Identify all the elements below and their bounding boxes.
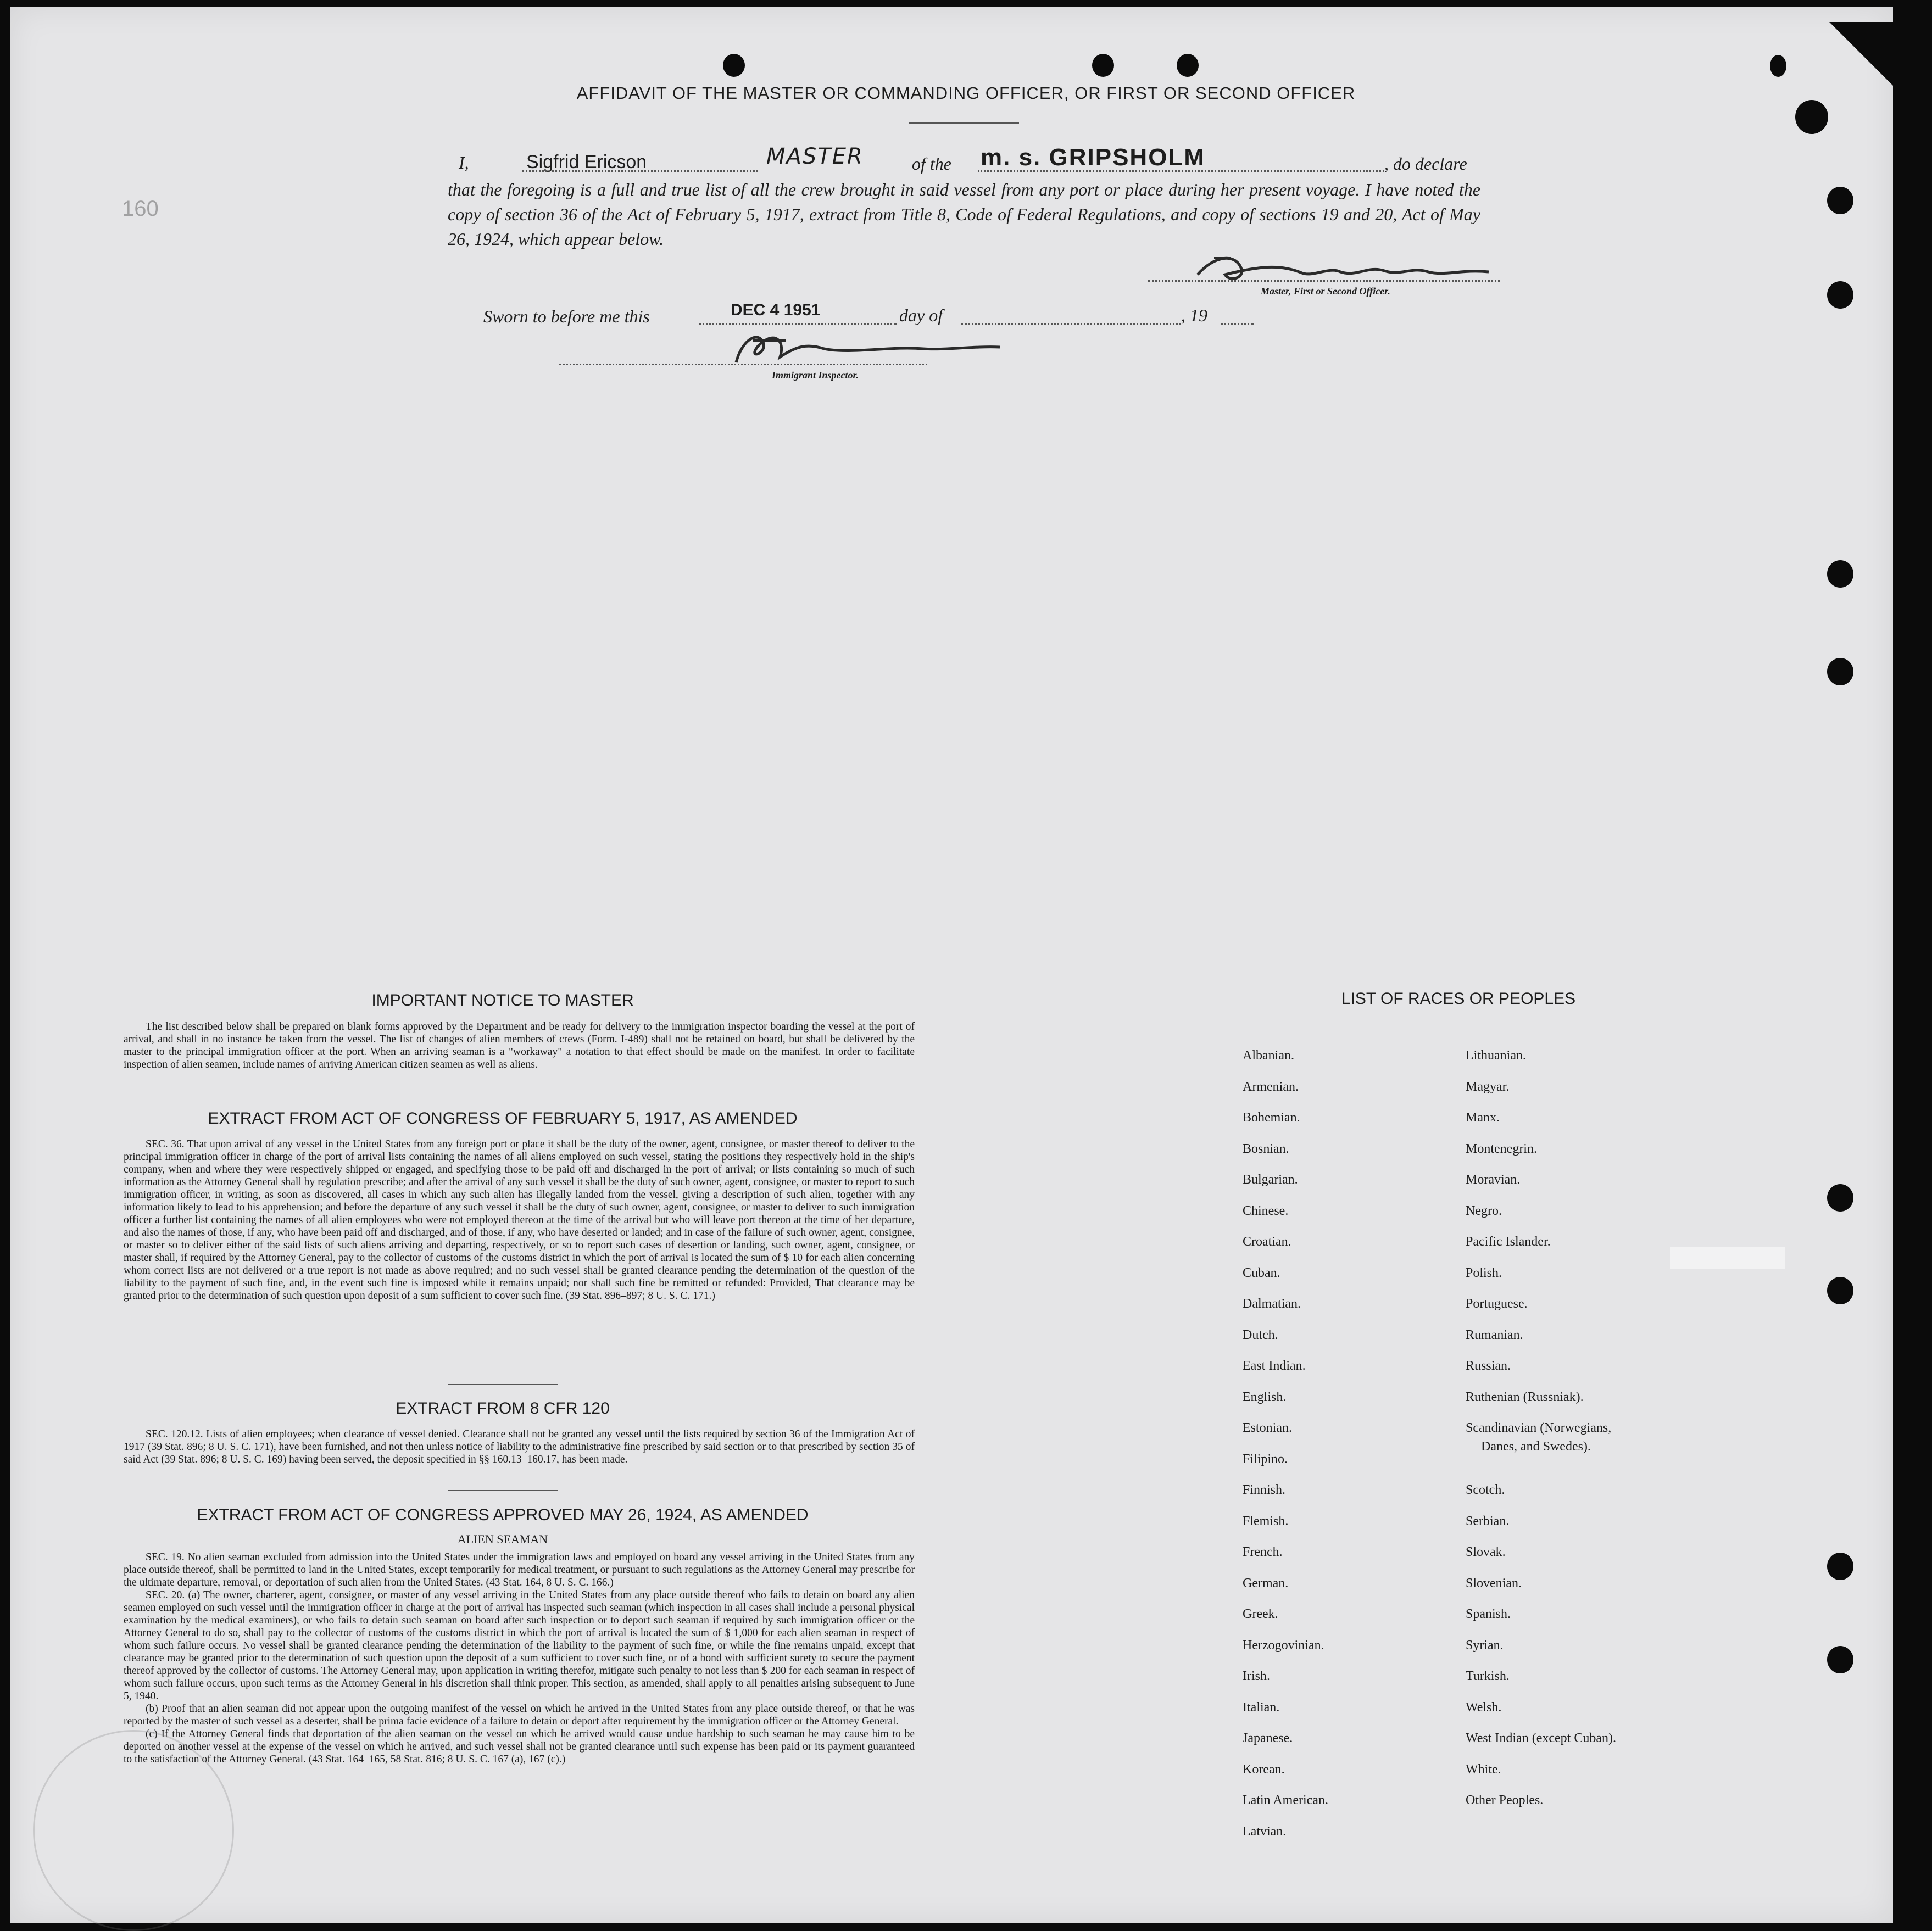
punch-hole-right-8 xyxy=(1827,1646,1853,1673)
race-item: Bosnian. xyxy=(1243,1141,1289,1156)
race-item: Chinese. xyxy=(1243,1203,1289,1218)
sworn-label: Sworn to before me this xyxy=(483,306,650,326)
punch-hole-top-3 xyxy=(1177,54,1199,77)
race-item: East Indian. xyxy=(1243,1359,1306,1373)
race-item: Portuguese. xyxy=(1466,1297,1528,1311)
race-item: Moravian. xyxy=(1466,1173,1521,1187)
race-item: Russian. xyxy=(1466,1359,1511,1373)
race-item: Rumanian. xyxy=(1466,1327,1523,1342)
race-item: Croatian. xyxy=(1243,1235,1291,1249)
do-declare-label: , do declare xyxy=(1384,154,1467,174)
race-item: Bohemian. xyxy=(1243,1110,1300,1125)
notice-text xyxy=(124,1020,915,1071)
day-of-label: day of xyxy=(899,305,943,325)
notice-title: IMPORTANT NOTICE TO MASTER xyxy=(371,991,634,1009)
races-title: LIST OF RACES OR PEOPLES xyxy=(1341,990,1576,1008)
race-item: Polish. xyxy=(1466,1265,1502,1280)
extract-1917-text xyxy=(124,1138,915,1302)
alien-seaman-subtitle: ALIEN SEAMAN xyxy=(457,1532,548,1546)
notice-paragraph: The list described below shall be prepared on blank forms approved by the Department and be ready for delivery to the immigration inspector boarding the vessel at the port of arrival, and shall in no instance be taken from the vessel. The list of changes of alien members of crews (Form. I-489) shall not be retained on board, but shall be delivered by the master to the principal immigration officer at the port. When an arriving seaman is a "workaway" a notation to that effect should be made on the manifest. In order to facilitate inspection of alien seamen, include names of arriving American citizen seamen as well as aliens. xyxy=(124,1021,915,1070)
extract-cfr-text xyxy=(124,1428,915,1466)
race-item: Scandinavian (Norwegians, xyxy=(1466,1421,1612,1435)
race-item: Filipino. xyxy=(1243,1452,1288,1466)
master-name-line xyxy=(522,170,758,172)
title-rule xyxy=(909,122,1019,124)
race-item: English. xyxy=(1243,1389,1287,1404)
race-item: Irish. xyxy=(1243,1669,1270,1683)
extract-cfr-rule xyxy=(448,1490,558,1491)
sec-19-paragraph: SEC. 19. No alien seaman excluded from admission into the United States under the immigration laws and employed on board any vessel arriving in the United States from any place outside thereof, shall be permitted to land in the United States, except temporarily for medical treatment, or pursuant to such regulations as the Attorney General may prescribe for the ultimate departure, removal, or deportation of such alien from the United States. (43 Stat. 164, 8 U. S. C. 166.) xyxy=(124,1552,915,1588)
punch-hole-right-7 xyxy=(1827,1553,1853,1580)
affidavit-title: AFFIDAVIT OF THE MASTER OR COMMANDING OFFICER, OR FIRST OR SECOND OFFICER xyxy=(576,83,1356,103)
extract-1917-title: EXTRACT FROM ACT OF CONGRESS OF FEBRUARY 5, 1917, AS AMENDED xyxy=(208,1109,798,1128)
master-name: Sigfrid Ericson xyxy=(526,152,647,172)
punch-hole-corner xyxy=(1795,100,1828,134)
punch-hole-right-3 xyxy=(1827,560,1853,588)
inspector-signature-line xyxy=(559,364,927,365)
inspector-caption: Immigrant Inspector. xyxy=(772,370,859,381)
race-item: Dalmatian. xyxy=(1243,1297,1301,1311)
sec-20b-paragraph: (b) Proof that an alien seaman did not appear upon the outgoing manifest of the vessel on which he arrived in the United States from any place outside thereof, or that he was reported by the master of such vessel as a deserter, shall be prima facie evidence of a failure to detain or deport after requirement by the immigration officer or the Attorney General. xyxy=(124,1703,915,1727)
punch-hole-right-4 xyxy=(1827,658,1853,685)
race-item: Other Peoples. xyxy=(1466,1793,1544,1807)
folded-corner xyxy=(1829,22,1895,88)
race-item: Scotch. xyxy=(1466,1483,1505,1497)
sworn-date-stamp: DEC 4 1951 xyxy=(731,301,821,319)
race-item: Latvian. xyxy=(1243,1824,1287,1839)
races-right-column xyxy=(1466,1049,1616,1825)
race-item: Spanish. xyxy=(1466,1607,1511,1621)
rank-handwritten: MASTER xyxy=(766,144,864,169)
race-item: Turkish. xyxy=(1466,1669,1510,1683)
sec-20a-paragraph: SEC. 20. (a) The owner, charterer, agent, consignee, or master of any vessel arriving in the United States from any place outside thereof who fails to detain on board any alien seamen employed on such vessel until the immigration officer in charge at the port of arrival has inspected such seaman (which inspection in all cases shall include a personal physical examination by the medical examiners), or who fails to detain such seaman on board after such inspection or to deport such seaman if required by such immigration officer or the Attorney General to do so, shall pay to the collector of customs of the customs district in which the port of arrival is located the sum of $ 1,000 for each alien seaman in respect of whom such failure occurs. No vessel shall be granted clearance pending the determination of the liability to the payment of such fine, or while the fine remains unpaid, except that clearance may be granted prior to the determination of such question upon the deposit of a sum sufficient to cover such fine, or of a bond with sufficient surety to secure the payment thereof approved by the collector of customs. The Attorney General may, upon application in writing therefor, mitigate such penalty to not less than $ 200 for each seaman in respect of whom such failure occurs, upon such terms as the Attorney General in his discretion shall think proper. This section, as amended, shall apply to all penalties arising subsequent to June 5, 1940. xyxy=(124,1589,915,1702)
race-item: Finnish. xyxy=(1243,1483,1286,1497)
punch-hole-right-2 xyxy=(1827,281,1853,309)
race-item: Flemish. xyxy=(1243,1514,1289,1528)
race-item: Slovenian. xyxy=(1466,1576,1522,1590)
races-left-column xyxy=(1243,1049,1328,1856)
race-item: Syrian. xyxy=(1466,1638,1504,1653)
extract-cfr-title: EXTRACT FROM 8 CFR 120 xyxy=(396,1399,610,1417)
race-item: White. xyxy=(1466,1762,1501,1777)
race-item: French. xyxy=(1243,1545,1283,1559)
race-item: Albanian. xyxy=(1243,1048,1294,1063)
punch-hole-right-6 xyxy=(1827,1277,1853,1304)
extract-1917-rule xyxy=(448,1384,558,1385)
master-signature-caption: Master, First or Second Officer. xyxy=(1261,286,1390,297)
punch-hole-top-2 xyxy=(1092,54,1114,77)
embossed-seal xyxy=(33,1730,234,1931)
extract-1924-title: EXTRACT FROM ACT OF CONGRESS APPROVED MAY 26, 1924, AS AMENDED xyxy=(197,1506,809,1524)
punch-hole-right-1 xyxy=(1827,187,1853,214)
race-item: Negro. xyxy=(1466,1203,1502,1218)
race-item: Italian. xyxy=(1243,1700,1280,1715)
declare-line xyxy=(459,153,469,173)
vessel-name-stamp: m. s. GRIPSHOLM xyxy=(981,144,1205,171)
race-item: Magyar. xyxy=(1466,1079,1510,1094)
race-item: Montenegrin. xyxy=(1466,1141,1537,1156)
race-item: Armenian. xyxy=(1243,1079,1299,1094)
year-prefix: , 19 xyxy=(1181,305,1207,325)
race-item: Welsh. xyxy=(1466,1700,1502,1715)
year-line xyxy=(1221,323,1254,325)
margin-mark: 160 xyxy=(122,197,159,221)
sec-36-paragraph: SEC. 36. That upon arrival of any vessel in the United States from any foreign port or place it shall be the duty of the owner, agent, consignee, or master thereof to deliver to the principal immigration officer in charge of the port of arrival lists containing the names of all aliens employed on such vessel, stating the positions they respectively hold in the ship's company, when and where they were respectively shipped or engaged, and specifying those to be paid off and discharged in the port of arrival; or lists containing so much of such information as the Attorney General shall by regulation prescribe; and after the arrival of any such vessel it shall be the duty of such owner, agent, consignee, or master to report to such immigration officer, in writing, as soon as discovered, all cases in which any such alien has illegally landed from the vessel, giving a description of such alien, together with any information likely to lead to his apprehension; and before the departure of any such vessel it shall be the duty of such owner, agent, consignee, or master to deliver to such immigration officer a further list containing the names of all alien employees who were not employed thereon at the time of the arrival but who will leave port thereon at the time of her departure, and also the names of those, if any, who have been paid off and discharged, and of those, if any, who have deserted or landed; and in case of the failure of such owner, agent, consignee, or master so to deliver either of the said lists of such aliens arriving and departing, respectively, or so to report such cases of desertion or landing, such owner, agent, consignee, or master shall, if required by the Attorney General, pay to the collector of customs of the customs district in which the port of arrival is located the sum of $ 10 for each alien concerning whom correct lists are not delivered or a true report is not made as above required; and no such vessel shall be granted clearance pending the determination of the question of the liability to the payment of such fine, and, in the event such fine is imposed while it remains unpaid; nor shall such fine be remitted or refunded: Provided, That clearance may be granted prior to the determination of such question upon deposit of a sum sufficient to cover such fine. (39 Stat. 896–897; 8 U. S. C. 171.) xyxy=(124,1138,915,1302)
race-item: Cuban. xyxy=(1243,1265,1280,1280)
of-the-label: of the xyxy=(912,154,951,174)
race-item: Serbian. xyxy=(1466,1514,1510,1528)
master-signature-line xyxy=(1148,280,1500,282)
i-label: I, xyxy=(459,153,469,172)
race-item: Latin American. xyxy=(1243,1793,1328,1807)
race-item: Danes, and Swedes). xyxy=(1481,1439,1591,1454)
inspector-signature xyxy=(725,324,1011,373)
race-item: Greek. xyxy=(1243,1607,1278,1621)
extract-1924-text xyxy=(124,1551,915,1766)
race-item: West Indian (except Cuban). xyxy=(1466,1731,1616,1745)
vessel-name-line xyxy=(978,170,1384,172)
race-item: Bulgarian. xyxy=(1243,1173,1298,1187)
declaration-text: that the foregoing is a full and true list of all the crew brought in said vessel from any port or place during her present voyage. I have noted the copy of section 36 of the Act of February 5, 1917, extract from Title 8, Code of Federal Regulations, and copy of sections 19 and 20, Act of May 26, 1924, which appear below. xyxy=(448,180,1480,249)
race-item: Pacific Islander. xyxy=(1466,1235,1551,1249)
race-item: Lithuanian. xyxy=(1466,1048,1526,1063)
punch-hole-top-1 xyxy=(723,54,745,77)
race-item: Ruthenian (Russniak). xyxy=(1466,1389,1584,1404)
paper-smudge xyxy=(1670,1247,1785,1269)
sec-20c-paragraph: (c) If the Attorney General finds that deportation of the alien seaman on the vessel on which he arrived would cause undue hardship to such seaman he may cause him to be deported on another vessel at the expense of the vessel on which he arrived, and such vessel shall not be granted clearance until such expense has been paid or its payment guaranteed to the satisfaction of the Attorney General. (43 Stat. 164–165, 58 Stat. 816; 8 U. S. C. 167 (a), 167 (c).) xyxy=(124,1728,915,1765)
race-item: Herzogovinian. xyxy=(1243,1638,1324,1653)
sec-120-12-paragraph: SEC. 120.12. Lists of alien employees; when clearance of vessel denied. Clearance shall not be granted any vessel until the lists required by section 36 of the Immigration Act of 1917 (39 Stat. 896; 8 U. S. C. 171), have been furnished, and not then unless notice of liability to the administrative fine prescribed by said section or to that prescribed by section 35 of said Act (39 Stat. 896; 8 U. S. C. 169) having been served, the deposit specified in §§ 160.13–160.17, has been made. xyxy=(124,1428,915,1465)
punch-hole-corner-small xyxy=(1770,55,1786,77)
race-item: Japanese. xyxy=(1243,1731,1293,1745)
race-item: Estonian. xyxy=(1243,1421,1292,1435)
race-item: Dutch. xyxy=(1243,1327,1278,1342)
punch-hole-right-5 xyxy=(1827,1184,1853,1212)
race-item: German. xyxy=(1243,1576,1289,1590)
race-item: Slovak. xyxy=(1466,1545,1506,1559)
race-item: Korean. xyxy=(1243,1762,1285,1777)
race-item: Manx. xyxy=(1466,1110,1500,1125)
